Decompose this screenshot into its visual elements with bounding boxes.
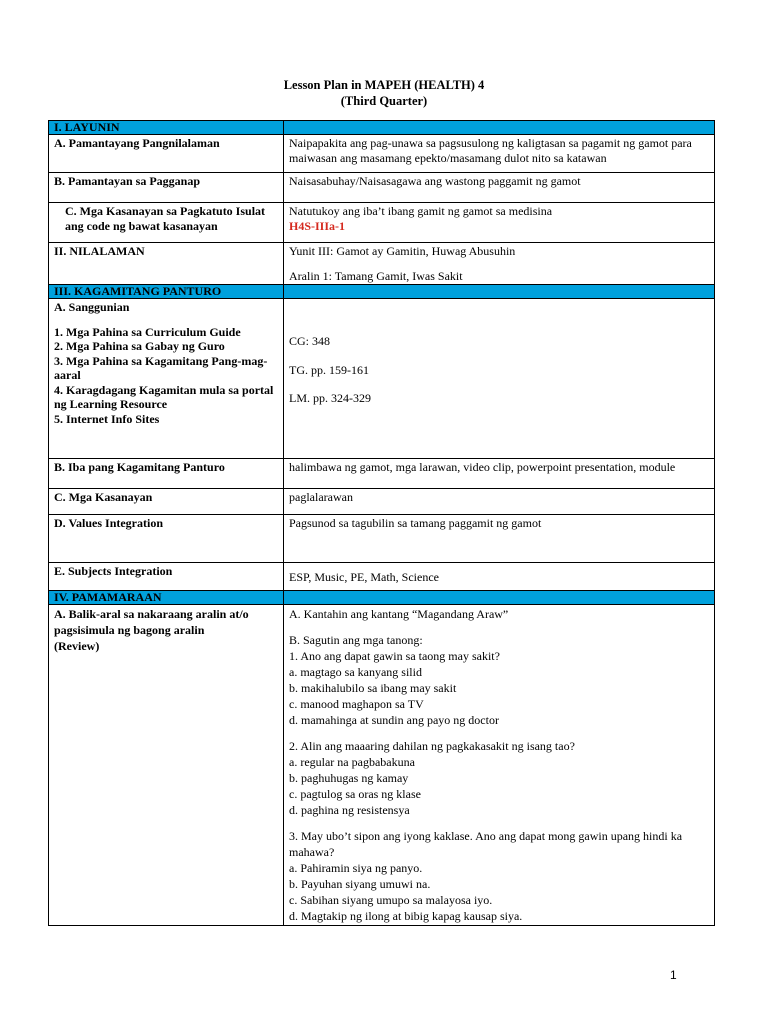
- sanggunian-heading: A. Sanggunian: [54, 300, 130, 314]
- page-number: 1: [670, 968, 677, 982]
- list-item: 3. Mga Pahina sa Kagamitang Pang-mag-aaral: [54, 353, 268, 382]
- choice: d. paghina ng resistensya: [289, 803, 410, 817]
- row-label-text: C. Mga Kasanayan sa Pagkatuto Isulat ang code ng bawat kasanayan: [65, 204, 266, 233]
- unit-text: Yunit III: Gamot ay Gamitin, Huwag Abusuhin: [289, 244, 516, 258]
- choice: a. magtago sa kanyang silid: [289, 665, 422, 679]
- row-value: Naipapakita ang pag-unawa sa pagsusulong ng kaligtasan sa pagamit ng gamot para maiwasan ang masamang epekto/masamang dulot nito sa katawan: [284, 135, 715, 173]
- row-label: B. Pamantayan sa Pagganap: [49, 173, 284, 203]
- competency-code: H4S-IIIa-1: [289, 218, 346, 233]
- choice: b. makihalubilo sa ibang may sakit: [289, 681, 457, 695]
- row-label: A. Pamantayang Pangnilalaman: [49, 135, 284, 173]
- competency-text: Natutukoy ang iba’t ibang gamit ng gamot sa medisina: [289, 204, 553, 218]
- table-row: [49, 299, 715, 459]
- row-value: [284, 203, 715, 243]
- choice: b. Payuhan siyang umuwi na.: [289, 877, 431, 891]
- review-heading: A. Balik-aral sa nakaraang aralin at/o pagsisimula ng bagong aralin: [54, 607, 249, 637]
- choice: d. mamahinga at sundin ang payo ng doctor: [289, 713, 499, 727]
- lesson-plan-table: [48, 120, 715, 926]
- choice: d. Magtakip ng ilong at bibig kapag kausap siya.: [289, 909, 523, 923]
- question: 2. Alin ang maaaring dahilan ng pagkakasakit ng isang tao?: [289, 739, 575, 753]
- row-value: paglalarawan: [284, 489, 715, 515]
- row-value: Naisasabuhay/Naisasagawa ang wastong paggamit ng gamot: [284, 173, 715, 203]
- row-value: [284, 605, 715, 926]
- activity-b: B. Sagutin ang mga tanong:: [289, 633, 423, 647]
- question: 1. Ano ang dapat gawin sa taong may sakit?: [289, 649, 500, 663]
- section-label: III. KAGAMITANG PANTURO: [49, 285, 284, 299]
- row-label: C. Mga Kasanayan: [49, 489, 284, 515]
- table-row: [49, 135, 715, 173]
- section-band-kagamitan: [49, 285, 715, 299]
- section-band-layunin: [49, 121, 715, 135]
- table-row: [49, 459, 715, 489]
- row-value: [284, 563, 715, 591]
- choice: a. Pahiramin siya ng panyo.: [289, 861, 423, 875]
- document-title: [0, 77, 768, 109]
- choice: c. manood maghapon sa TV: [289, 697, 424, 711]
- choice: c. Sabihan siyang umupo sa malayosa iyo.: [289, 893, 493, 907]
- choice: c. pagtulog sa oras ng klase: [289, 787, 421, 801]
- section-band-pamamaraan: [49, 591, 715, 605]
- table-row: [49, 563, 715, 591]
- row-value: [284, 243, 715, 285]
- subtitle-line: (Third Quarter): [340, 94, 428, 108]
- row-label: B. Iba pang Kagamitang Panturo: [49, 459, 284, 489]
- list-item: 4. Karagdagang Kagamitan mula sa portal ng Learning Resource: [54, 382, 274, 411]
- subjects-text: ESP, Music, PE, Math, Science: [289, 570, 439, 584]
- reference-item: LM. pp. 324-329: [289, 391, 371, 405]
- row-label: [49, 605, 284, 926]
- list-item: 5. Internet Info Sites: [54, 411, 160, 426]
- question: 3. May ubo’t sipon ang iyong kaklase. Ano ang dapat mong gawin upang hindi ka mahawa?: [289, 829, 683, 859]
- list-item: 1. Mga Pahina sa Curriculum Guide: [54, 324, 241, 339]
- list-item: 2. Mga Pahina sa Gabay ng Guro: [54, 339, 225, 353]
- table-row: [49, 489, 715, 515]
- choice: a. regular na pagbabakuna: [289, 755, 415, 769]
- choice: b. paghuhugas ng kamay: [289, 771, 409, 785]
- row-label: [49, 203, 284, 243]
- reference-item: CG: 348: [289, 334, 331, 348]
- row-label: [49, 299, 284, 459]
- activity-a: A. Kantahin ang kantang “Magandang Araw”: [289, 607, 509, 621]
- table-row: [49, 515, 715, 563]
- reference-item: TG. pp. 159-161: [289, 362, 369, 377]
- table-row: [49, 173, 715, 203]
- review-tag: (Review): [54, 639, 100, 653]
- row-value: [284, 299, 715, 459]
- row-label: II. NILALAMAN: [49, 243, 284, 285]
- table-row: [49, 203, 715, 243]
- row-label: D. Values Integration: [49, 515, 284, 563]
- lesson-text: Aralin 1: Tamang Gamit, Iwas Sakit: [289, 268, 463, 283]
- table-row: [49, 605, 715, 926]
- row-label: E. Subjects Integration: [49, 563, 284, 591]
- section-label: IV. PAMAMARAAN: [49, 591, 284, 605]
- title-line: Lesson Plan in MAPEH (HEALTH) 4: [283, 78, 485, 92]
- row-value: halimbawa ng gamot, mga larawan, video clip, powerpoint presentation, module: [284, 459, 715, 489]
- section-label: I. LAYUNIN: [49, 121, 284, 135]
- table-row: [49, 243, 715, 285]
- row-value: Pagsunod sa tagubilin sa tamang paggamit ng gamot: [284, 515, 715, 563]
